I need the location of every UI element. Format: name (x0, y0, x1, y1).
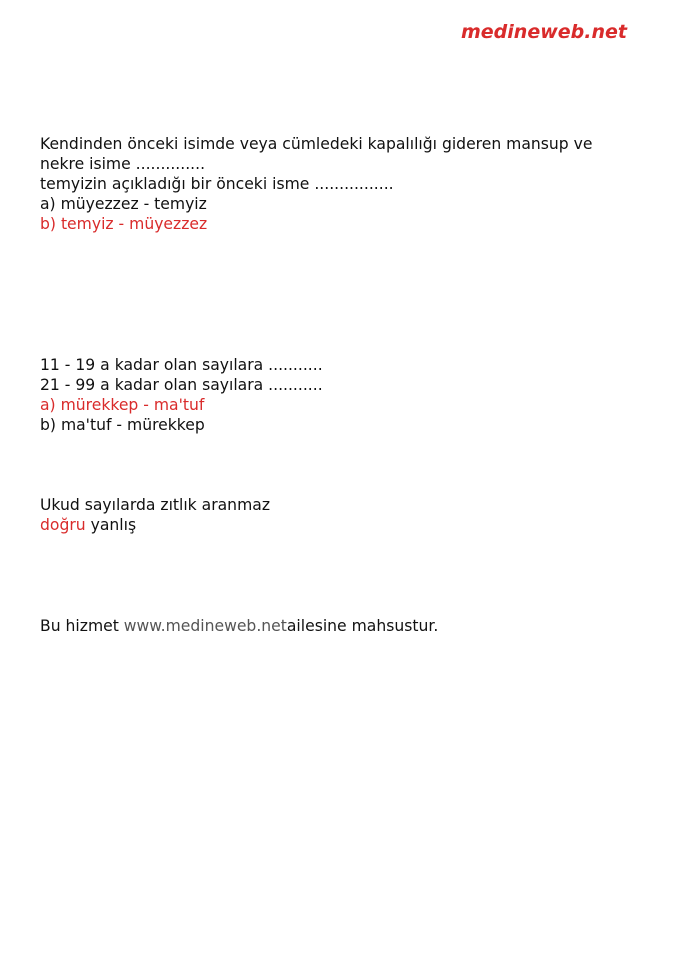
question-2 (40, 355, 323, 435)
question-1-text-line-3: temyizin açıkladığı bir önceki isme ................ (40, 175, 394, 193)
question-2-text-line-1: 11 - 19 a kadar olan sayılara ........... (40, 356, 323, 374)
footer-suffix: ailesine mahsustur. (286, 617, 439, 635)
footer-note (40, 616, 438, 636)
question-3 (40, 495, 270, 535)
question-3-answers (40, 515, 270, 535)
footer-site-link[interactable]: www.medineweb.net (123, 617, 287, 635)
footer-prefix: Bu hizmet (40, 617, 124, 635)
question-1 (40, 134, 592, 234)
question-1-text-line-1: Kendinden önceki isimde veya cümledeki kapalılığı gideren mansup ve (40, 135, 593, 153)
answer-false: yanlış (90, 516, 137, 534)
answer-true-correct: doğru (40, 516, 86, 534)
question-2-option-b: b) ma'tuf - mürekkep (40, 416, 205, 434)
question-2-option-a-correct: a) mürekkep - ma'tuf (40, 396, 205, 414)
question-3-statement: Ukud sayılarda zıtlık aranmaz (40, 496, 270, 514)
site-logo-text: medineweb.net (461, 21, 627, 43)
question-1-option-b-correct: b) temyiz - müyezzez (40, 215, 208, 233)
question-1-option-a: a) müyezzez - temyiz (40, 195, 207, 213)
question-2-text-line-2: 21 - 99 a kadar olan sayılara ........... (40, 376, 323, 394)
footer-line (40, 616, 438, 636)
question-1-text-line-2: nekre isime .............. (40, 155, 206, 173)
